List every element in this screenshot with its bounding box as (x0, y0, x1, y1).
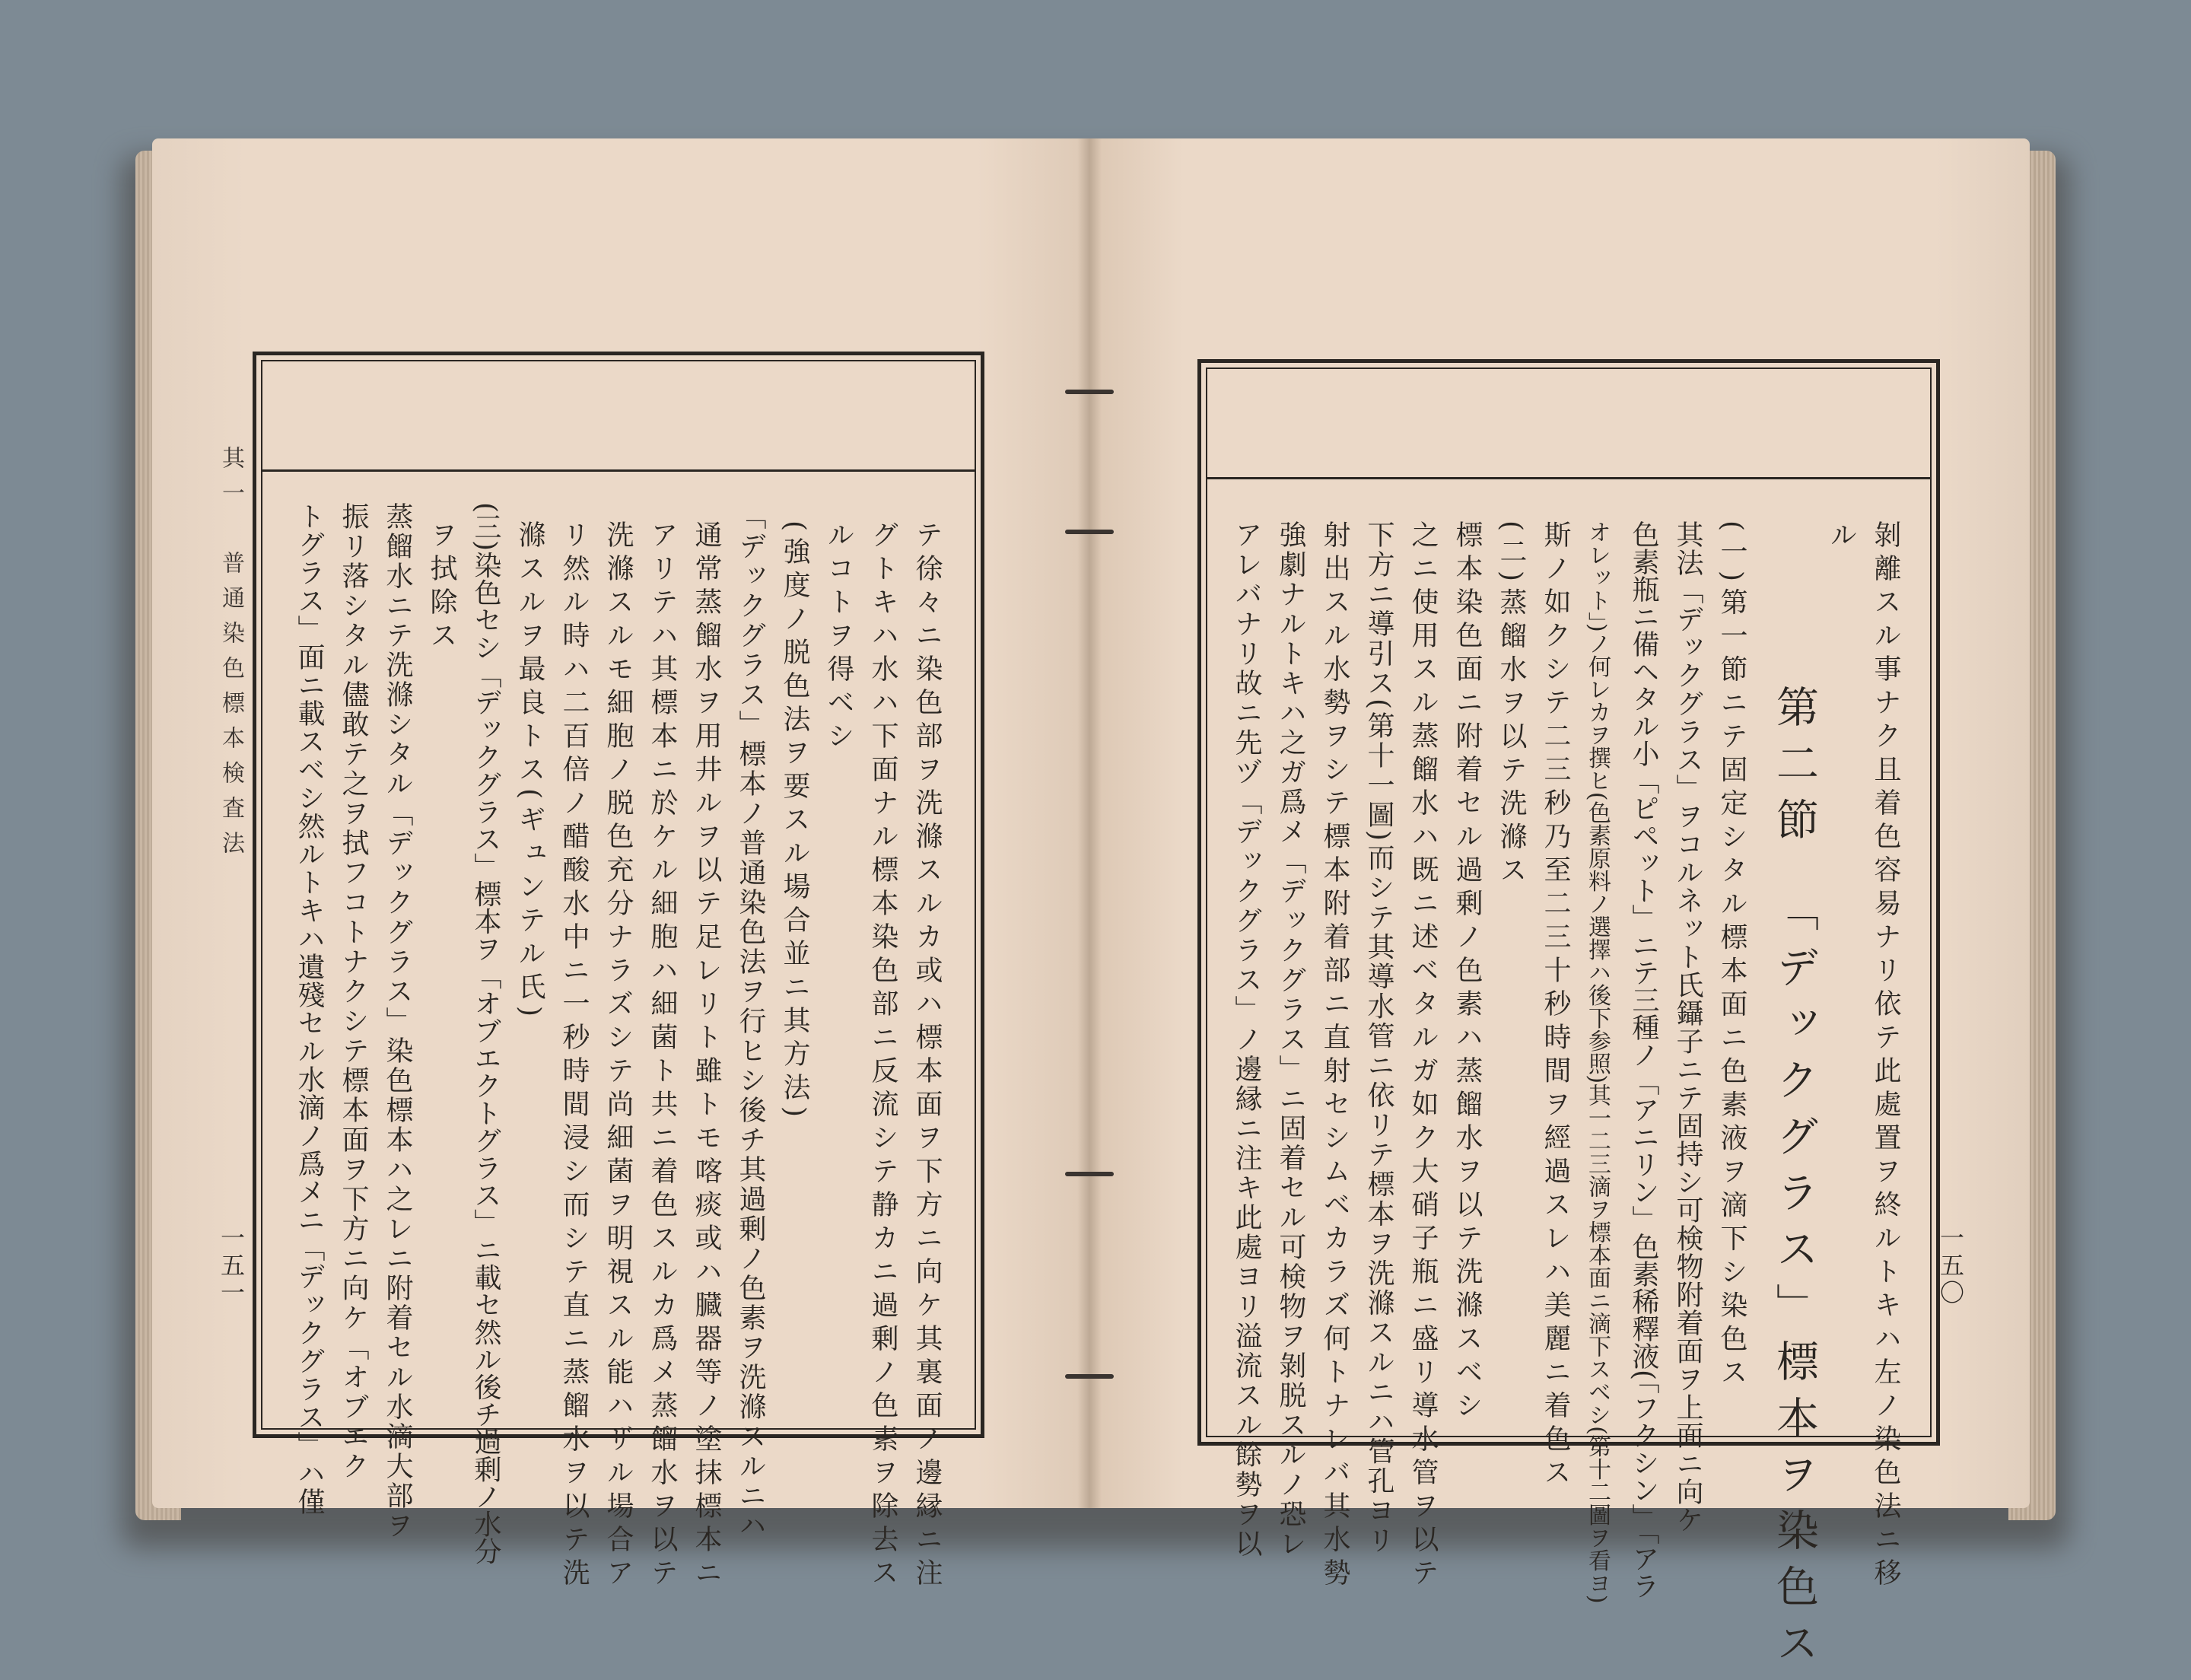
text-column: 通常蒸餾水ヲ用井ルヲ以テ足レリト雖トモ喀痰或ハ臓器等ノ塗抹標本ニ (691, 520, 722, 1592)
binding-stitch (1065, 530, 1114, 534)
text-column: 色素瓶ニ備ヘタル小「ピペット」ニテ三種ノ「アニリン」色素稀釋液(「フクシン」「アラ (1628, 520, 1659, 1600)
text-column: オレット」)ノ何レカヲ撰ヒ(色素原料ノ選擇ハ後下参照)其一二三滴ヲ標本面ニ滴下スベシ(第十二圖ヲ看ヨ) (1584, 520, 1611, 1604)
text-column: アリテハ其標本ニ於ケル細胞ハ細菌ト共ニ着色スルカ爲メ蒸餾水ヲ以テ (647, 520, 678, 1592)
header-rule (261, 469, 976, 472)
section-heading: 第二節 「デックグラス」標本ヲ染色ス (1770, 685, 1819, 1677)
text-column: 振リ落シタル儘敢テ之ヲ拭フコトナクシテ標本面ヲ下方ニ向ケ「オブエク (338, 502, 369, 1481)
text-column: (一)第一節ニテ固定シタル標本面ニ色素液ヲ滴下シ染色ス (1716, 520, 1747, 1392)
text-column: 強劇ナルトキハ之ガ爲メ「デックグラス」ニ固着セル可検物ヲ剝脱スルノ恐レ (1275, 520, 1306, 1559)
text-column: (二)蒸餾水ヲ以テ洗滌ス (1496, 520, 1527, 889)
text-column: 剝離スル事ナク且着色容易ナリ依テ此處置ヲ終ルトキハ左ノ染色法ニ移 (1870, 520, 1901, 1592)
text-column: ル (1826, 520, 1857, 554)
binding-stitch (1065, 390, 1114, 394)
text-column: ヲ拭除ス (426, 520, 457, 654)
text-column: (三)染色セシ「デックグラス」標本ヲ「オブエクトグラス」ニ載セ然ル後チ過剰ノ水分 (470, 502, 501, 1565)
text-column: 滌スルヲ最良トス(ギュンテル氏) (514, 520, 545, 1023)
header-rule (1206, 477, 1932, 479)
text-column: (強度ノ脱色法ヲ要スル場合並ニ其方法) (779, 520, 810, 1124)
text-column: トグラス」面ニ載スベシ然ルトキハ遺殘セル水滴ノ爲メニ「デックグラス」ハ僅 (294, 502, 325, 1516)
binding-stitch (1065, 1172, 1114, 1176)
text-column: 洗滌スルモ細胞ノ脱色充分ナラズシテ尚細菌ヲ明視スル能ハザル場合ア (603, 520, 634, 1592)
text-column: リ然ル時ハ二百倍ノ醋酸水中ニ一秒時間浸シ而シテ直ニ蒸餾水ヲ以テ洗 (558, 520, 590, 1592)
text-column: 射出スル水勢ヲシテ標本附着部ニ直射セシムベカラズ何トナレバ其水勢 (1319, 520, 1350, 1592)
text-column: 其法「デックグラス」ヲコルネット氏鑷子ニテ固持シ可検物附着面ヲ上面ニ向ケ (1672, 520, 1703, 1534)
page-number: 一五一 (217, 1225, 246, 1307)
text-column: ルコトヲ得ベシ (823, 520, 854, 755)
text-column: テ徐々ニ染色部ヲ洗滌スルカ或ハ標本面ヲ下方ニ向ケ其裏面ノ邊縁ニ注 (911, 520, 943, 1592)
text-column: 「デックグラス」標本ノ普通染色法ヲ行ヒシ後チ其過剰ノ色素ヲ洗滌スルニハ (735, 502, 766, 1541)
page-number: 一五〇 (1936, 1225, 1965, 1307)
text-column: 蒸餾水ニテ洗滌シタル「デックグラス」染色標本ハ之レニ附着セル水滴大部ヲ (382, 502, 413, 1541)
text-column: 標本染色面ニ附着セル過剰ノ色素ハ蒸餾水ヲ以テ洗滌スベシ (1452, 520, 1483, 1424)
text-column: 下方ニ導引ス(第十一圖)而シテ其導水管ニ依リテ標本ヲ洗滌スルニハ管孔ヨリ (1363, 520, 1394, 1556)
text-column: 斯ノ如クシテ二三秒乃至二三十秒時間ヲ經過スレハ美麗ニ着色ス (1540, 520, 1571, 1491)
binding-stitch (1065, 1374, 1114, 1379)
book-gutter (1077, 138, 1102, 1508)
text-column: アレバナリ故ニ先ヅ「デックグラス」ノ邊縁ニ注キ此處ヨリ溢流スル餘勢ヲ以 (1231, 520, 1262, 1559)
running-head: 其一 普通染色標本検査法 (218, 446, 244, 866)
text-column: グトキハ水ハ下面ナル標本染色部ニ反流シテ静カニ過剰ノ色素ヲ除去ス (867, 520, 898, 1592)
text-column: 之ニ使用スル蒸餾水ハ既ニ述ベタルガ如ク大硝子瓶ニ盛リ導水管ヲ以テ (1407, 520, 1439, 1592)
